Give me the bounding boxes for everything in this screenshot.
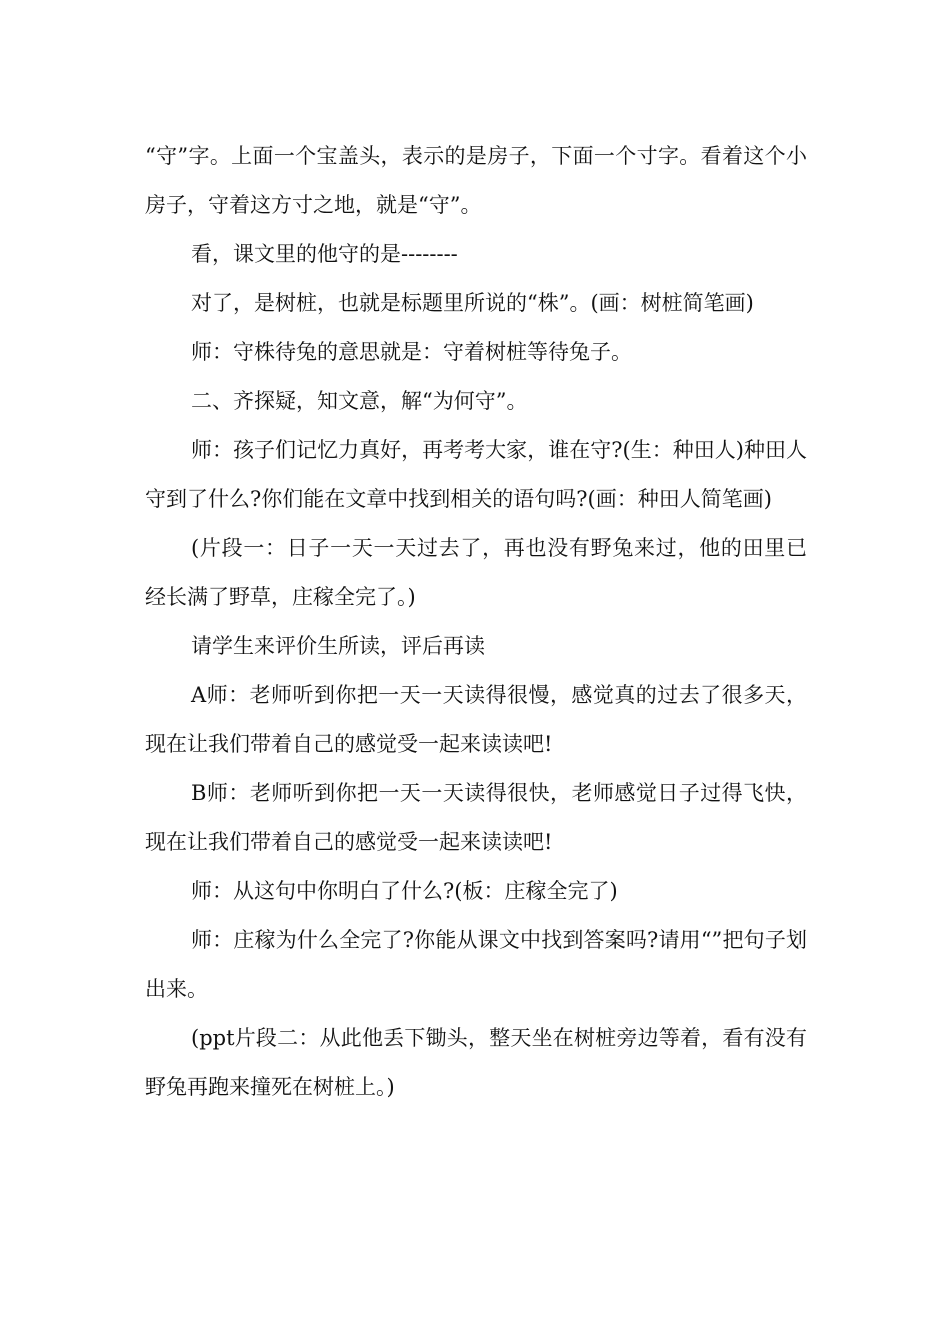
- paragraph-11: 师：从这句中你明白了什么?(板：庄稼全完了): [191, 879, 618, 903]
- paragraph-3: 对了，是树桩，也就是标题里所说的“株”。(画：树桩简笔画): [191, 291, 754, 315]
- paragraph-8: 请学生来评价生所读，评后再读: [191, 634, 485, 658]
- excerpt-1: (片段一：日子一天一天过去了，再也没有野兔来过，他的田里已经长满了野草，庄稼全完了。): [145, 536, 807, 609]
- paragraph-6: 师：孩子们记忆力真好，再考考大家，谁在守?(生：种田人)种田人守到了什么?你们能在文章中找到相关的语句吗?(画：种田人简笔画): [145, 438, 807, 511]
- paragraph-1: “守”字。上面一个宝盖头，表示的是房子，下面一个寸字。看着这个小房子，守着这方寸之地，就是“守”。: [145, 144, 807, 217]
- document-body: [145, 132, 807, 1112]
- paragraph-10: B师：老师听到你把一天一天读得很快，老师感觉日子过得飞快，现在让我们带着自己的感觉受一起来读读吧!: [145, 781, 807, 854]
- paragraph-12: 师：庄稼为什么全完了?你能从课文中找到答案吗?请用“”把句子划出来。: [145, 928, 807, 1001]
- section-heading-2: 二、齐探疑，知文意，解“为何守”。: [191, 389, 528, 413]
- paragraph-4: 师：守株待兔的意思就是：守着树桩等待兔子。: [191, 340, 632, 364]
- excerpt-2: (ppt片段二：从此他丢下锄头，整天坐在树桩旁边等着，看有没有野兔再跑来撞死在树桩上。): [145, 1026, 807, 1099]
- paragraph-2: 看，课文里的他守的是--------: [191, 242, 458, 266]
- paragraph-9: A师：老师听到你把一天一天读得很慢，感觉真的过去了很多天，现在让我们带着自己的感觉受一起来读读吧!: [145, 683, 807, 756]
